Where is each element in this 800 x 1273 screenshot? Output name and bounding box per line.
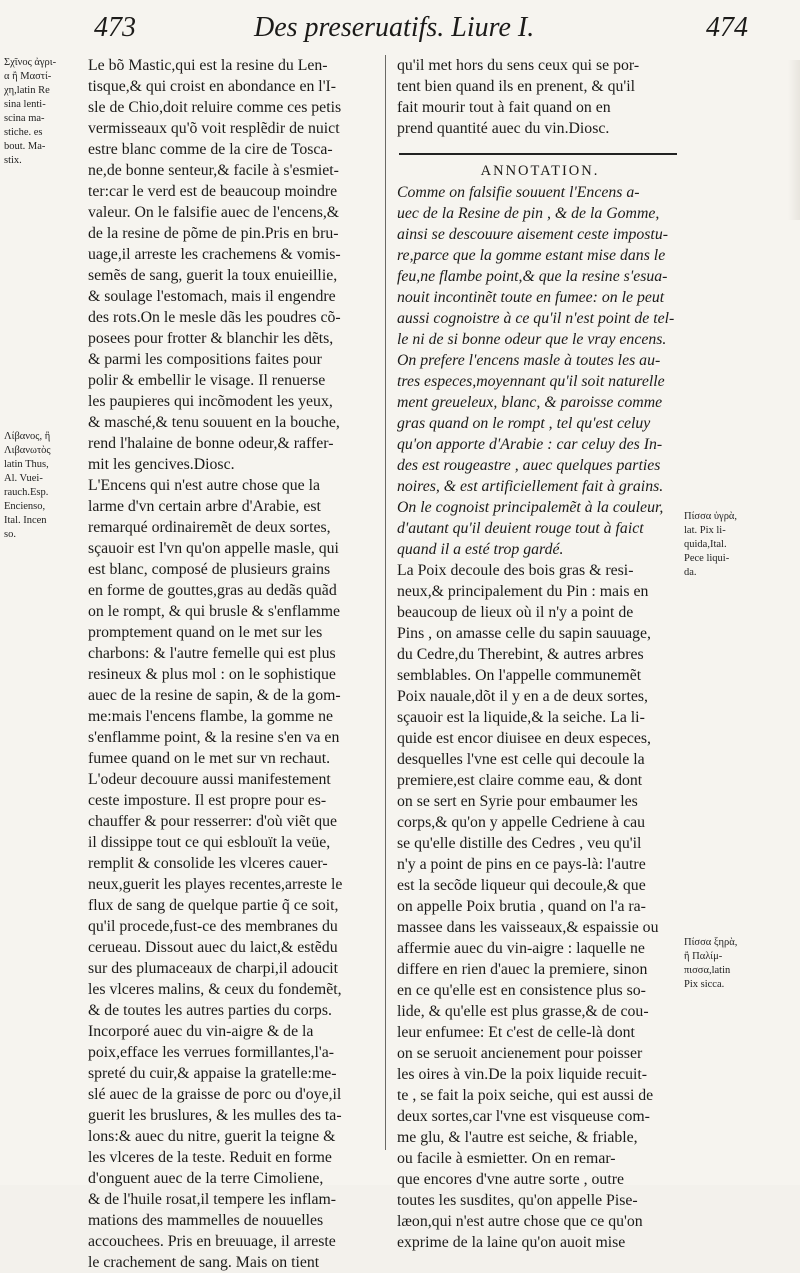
text-line: des est rougeastre , auec quelques parties [397,457,661,474]
text-line: promptement quand on le met sur les [88,624,323,641]
text-line: Pix sicca. [684,979,725,990]
text-line: aussi cognoistre à ce qu'il n'est point de tel- [397,310,675,327]
text-line: ἢ Παλίμ- [684,951,723,962]
text-line: mations des mammelles de nouuelles [88,1212,324,1229]
text-line: guerit les bruslures, & les mulles des ta- [88,1107,342,1124]
text-line: sçauoir est l'vn qu'on appelle masle, qui [88,540,339,557]
text-line: auec de la resine de sapin, & de la gom- [88,687,341,704]
text-line: On le cognoist principalemẽt à la couleur, [397,499,664,516]
left-text-column [88,55,378,1273]
text-line: affermie auec du vin-aigre : laquelle ne [397,940,645,957]
text-line: & parmi les compositions faites pour [88,351,322,368]
text-line: ne,de bonne senteur,& facile à s'esmiet- [88,162,339,179]
right-top-paragraph [397,55,683,139]
text-line: rauch.Esp. [4,487,49,498]
text-line: Pins , on amasse celle du sapin sauuage, [397,625,652,642]
text-line: il dissippe tout ce qui esblouït la veüe, [88,834,331,851]
text-line: Enciensо, [4,501,46,512]
text-line: exprime de la laine qu'on auoit mise [397,1234,626,1251]
text-line: Poix nauale,dõt il y en a de deux sortes, [397,688,648,705]
text-line: sina lenti- [4,99,46,110]
text-line: fait mourir tout à fait quand on en [397,99,611,116]
text-line: resineux & plus mol : on le sophistique [88,666,336,683]
text-line: sle de Chio,doit reluire comme ces petis [88,99,342,116]
text-line: que encores d'vne autre sorte , outre [397,1171,624,1188]
page-number-left: 473 [94,12,136,43]
text-line: les oires à vin.De la poix liquide recuit- [397,1066,648,1083]
text-line: qu'il procede,fust-ce des membranes du [88,918,338,935]
text-line: Incorporé auec du vin-aigre & de la [88,1023,314,1040]
text-line: est la secõde liqueur qui decoule,& que [397,877,646,894]
text-line: desquelles l'vne est celle qui decoule la [397,751,645,768]
column-divider [385,55,386,1150]
text-line: πισσα,latin [684,965,731,976]
text-line: se qu'elle distille des Cedres , veu qu'il [397,835,642,852]
text-line: spreté du cuir,& appaise la gratelle:me- [88,1065,337,1082]
text-line: χη,latin Re [4,85,50,96]
annotation-paragraph [397,182,683,560]
text-line: quida,Ital. [684,539,727,550]
text-line: polir & embellir le visage. Il renuerse [88,372,326,389]
text-line: lide, & qu'elle est plus grasse,& de cou- [397,1003,649,1020]
text-line: charbons: & l'autre femelle qui est plus [88,645,336,662]
text-line: leur enfumee: Et c'est de celle-là dont [397,1024,635,1041]
annotation-heading: ANNOTATION. [480,163,600,179]
text-line: larme d'vn certain arbre d'Arabie, est [88,498,321,515]
text-line: uec de la Resine de pin , & de la Gomme, [397,205,660,222]
text-line: deux sortes,car l'vne est visqueuse com- [397,1108,650,1125]
text-line: valeur. On le falsifie auec de l'encens,& [88,204,340,221]
text-line: massee dans les vaisseaux,& espaissie ou [397,919,659,936]
text-line: semẽs de sang, guerit la toux enuieillie, [88,267,338,284]
text-line: remplit & consolide les vlceres cauer- [88,855,328,872]
text-line: Λιβανωτὸς [4,445,51,456]
text-line: le crachement de sang. Mais on tient [88,1254,320,1271]
text-line: feu,ne flambe point,& que la resine s'esua- [397,268,668,285]
text-line: des rots.On le mesle dãs les poudres cõ- [88,309,341,326]
text-line: scina ma- [4,113,45,124]
text-line: mit les gencives.Diosc. [88,456,235,473]
text-line: Σχῖνος ἀγρι- [4,57,57,68]
text-line: L'odeur decouure aussi manifestement [88,771,331,788]
text-line: te , se fait la poix seiche, qui est aussi de [397,1087,654,1104]
text-line: Λίβανος, ἢ [4,431,51,442]
text-line: d'onguent auec de la terre Cimoliene, [88,1170,324,1187]
text-line: & soulage l'estomach, mais il engendre [88,288,336,305]
text-line: ainsi se descouure aisement ceste impostu- [397,226,668,243]
margin-gloss-encens [4,430,84,542]
text-line: & masché,& tenu souuent en la bouche, [88,414,340,431]
text-line: tres especes,moyennant qu'il soit naturelle [397,373,665,390]
text-line: so. [4,529,16,540]
text-line: lat. Pix li- [684,525,726,536]
text-line: uage,il arreste les crachemens & vomis- [88,246,341,263]
text-line: semblables. On l'appelle communemẽt [397,667,642,684]
text-line: corps,& qu'on y appelle Cedriene à cau [397,814,646,831]
text-line: re,parce que la gomme estant mise dans le [397,247,666,264]
text-line: nouit incontinẽt toute en fumee: on le peut [397,289,665,306]
text-line: quide est encor diuisee en deux especes, [397,730,651,747]
text-line: lons:& auec du nitre, guerit la teigne & [88,1128,336,1145]
text-line: du Cedre,du Therebint, & autres arbres [397,646,644,663]
text-line: rend l'halaine de bonne odeur,& raffer- [88,435,334,452]
text-line: latin Thus, [4,459,49,470]
text-line: gras quand on le rompt , tel qu'est celuy [397,415,651,432]
text-line: α ἢ Μαστί- [4,71,52,82]
text-line: sur des plumaceaux de charpi,il adoucit [88,960,339,977]
text-line: on le rompt, & qui brusle & s'enflamme [88,603,341,620]
text-line: estre blanc comme de la cire de Tosca- [88,141,333,158]
text-line: & de toutes les autres parties du corps. [88,1002,332,1019]
text-line: sçauoir est la liquide,& la seiche. La li- [397,709,645,726]
text-line: neux,& principalement du Pin : mais en [397,583,649,600]
text-line: ment greueleux, blanc, & paroisse comme [397,394,663,411]
text-line: neux,guerit les playes recentes,arreste le [88,876,343,893]
text-line: n'y a point de pins en ce pays-là: l'autre [397,856,646,873]
text-line: da. [684,567,697,578]
text-line: d'autant qu'il deuient rouge tout à faict [397,520,644,537]
text-line: bout. Ma- [4,141,46,152]
text-line: Ital. Incen [4,515,47,526]
text-line: s'enflamme point, & la resine s'en va en [88,729,340,746]
text-line: Πίσσα ὑγρὰ, [684,511,738,522]
running-title: Des preseruatifs. Liure I. [254,12,535,43]
page-edge-shadow [788,60,800,220]
text-line: vermisseaux qu'õ voit resplẽdir de nuict [88,120,340,137]
text-line: flux de sang de quelque partie q̃ ce soit, [88,897,339,914]
text-line: stiche. es [4,127,43,138]
text-line: en forme de gouttes,gras au dedãs quãd [88,582,337,599]
text-line: ou facile à esmietter. On en remar- [397,1150,616,1167]
text-line: L'Encens qui n'est autre chose que la [88,477,321,494]
text-line: de la resine de põme de pin.Pris en bru- [88,225,339,242]
text-line: accouchees. Pris en breuuage, il arreste [88,1233,336,1250]
text-line: stix. [4,155,22,166]
text-line: posees pour frotter & blanchir les dẽts, [88,330,334,347]
text-line: chauffer & pour resserrer: d'où viẽt que [88,813,338,830]
text-line: Pece liqui- [684,553,730,564]
text-line: qu'il met hors du sens ceux qui se por- [397,57,640,74]
text-line: les paupieres qui incõmodent les yeux, [88,393,333,410]
text-line: prend quantité auec du vin.Diosc. [397,120,610,137]
right-text-column [397,55,683,1253]
text-line: poix,efface les verrues formillantes,l'a- [88,1044,334,1061]
text-line: tisque,& qui croist en abondance en l'I- [88,78,337,95]
text-line: on se sert en Syrie pour embaumer les [397,793,638,810]
text-line: beaucoup de lieux où il n'y a point de [397,604,634,621]
text-line: les vlceres malins, & ceux du fondemẽt, [88,981,342,998]
text-line: Comme on falsifie souuent l'Encens a- [397,184,640,201]
text-line: qu'on apporte d'Arabie : car celuy des In- [397,436,663,453]
margin-gloss-pix-sicca [684,936,794,992]
text-line: est blanc, composé de plusieurs grains [88,561,331,578]
text-line: noires, & est artificiellement fait à grains. [397,478,664,495]
text-line: remarqué ordinairemẽt de deux sortes, [88,519,331,536]
text-line: on se seruoit ancienement pour poisser [397,1045,643,1062]
margin-gloss-pix-liquida [684,510,794,580]
text-line: cerueau. Dissout auec du laict,& estẽdu [88,939,338,956]
text-line: Al. Vuei- [4,473,43,484]
page-number-right: 474 [706,12,748,43]
text-line: me glu, & l'autre est seiche, & friable, [397,1129,638,1146]
text-line: Le bõ Mastic,qui est la resine du Len- [88,57,328,74]
text-line: differe en rien d'auec la premiere, sinon [397,961,648,978]
text-line: quand il a esté trop gardé. [397,541,564,558]
text-line: on appelle Poix brutia , quand on l'a ra- [397,898,646,915]
text-line: me:mais l'encens flambe, la gomme ne [88,708,333,725]
text-line: Πίσσα ξηρὰ, [684,937,738,948]
text-line: toutes les susdites, qu'on appelle Pise- [397,1192,638,1209]
text-line: ceste imposture. Il est propre pour es- [88,792,327,809]
text-line: fumee quand on le met sur vn rechaut. [88,750,331,767]
text-line: On prefere l'encens masle à toutes les au- [397,352,661,369]
text-line: La Poix decoule des bois gras & resi- [397,562,634,579]
text-line: tent bien quand ils en prenent, & qu'il [397,78,635,95]
margin-gloss-mastic [4,56,84,168]
text-line: & de l'huile rosat,il tempere les inflam- [88,1191,337,1208]
text-line: ter:car le verd est de beaucoup moindre [88,183,338,200]
text-line: en ce qu'elle est en consistence plus so- [397,982,646,999]
section-rule [399,153,677,155]
right-bottom-paragraph [397,560,683,1253]
text-line: slé auec de la graisse de porc ou d'oye,il [88,1086,342,1103]
text-line: læon,qui n'est autre chose que ce qu'on [397,1213,643,1230]
text-line: les vlceres de la teste. Reduit en forme [88,1149,332,1166]
text-line: premiere,est claire comme eau, & dont [397,772,643,789]
text-line: le ni de si bonne odeur que le vray encens. [397,331,667,348]
